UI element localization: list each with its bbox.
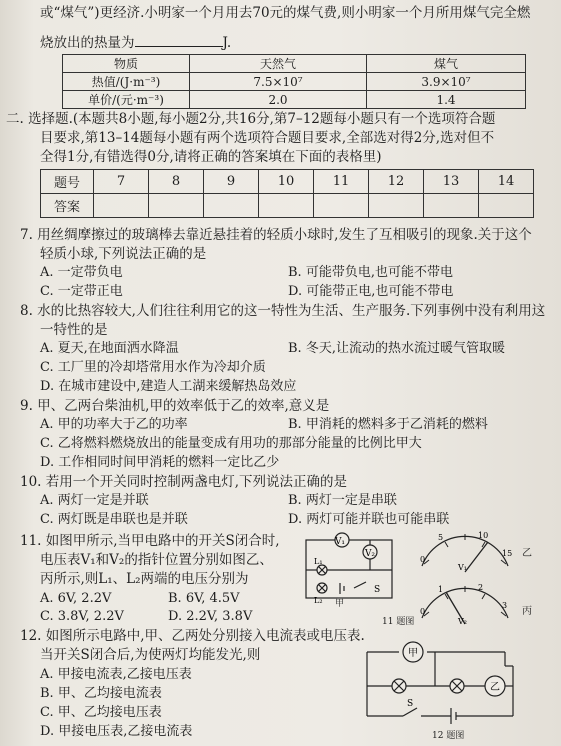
table-cell: 3.9×10⁷ [367, 73, 526, 91]
answer-blank[interactable] [135, 33, 223, 47]
q12-option-a[interactable]: A. 甲接电流表,乙接电压表 [40, 667, 192, 682]
question-number: 8 [149, 170, 204, 194]
scale-tick: 5 [438, 533, 444, 542]
table-cell: 热值/(J·m⁻³) [63, 73, 190, 91]
table-header: 物质 [63, 55, 190, 73]
section-2-heading: 二. 选择题.(本题共8小题,每小题2分,共16分,第7–12题每小题只有一个选项符合题 [6, 111, 496, 127]
q12-circuit-diagram [355, 636, 525, 726]
q9-option-a[interactable]: A. 甲的功率大于乙的功率 [40, 417, 188, 432]
intro-text: 烧放出的热量为 [40, 35, 135, 51]
q8-option-d[interactable]: D. 在城市建设中,建造人工湖来缓解热岛效应 [40, 379, 297, 394]
table-row [41, 170, 534, 194]
question-number: 12 [369, 170, 424, 194]
table-header: 煤气 [367, 55, 526, 73]
q7-stem: 7. 用丝绸摩擦过的玻璃棒去靠近悬挂着的轻质小球时,发生了互相吸引的现象.关于这个 [20, 227, 532, 243]
q8-stem-2: 一特性的是 [40, 322, 108, 338]
q10-option-a[interactable]: A. 两灯一定是并联 [40, 493, 149, 508]
q7-option-c[interactable]: C. 一定带正电 [40, 284, 123, 299]
q8-option-a[interactable]: A. 夏天,在地面洒水降温 [40, 341, 179, 356]
v2-label: V₂ [364, 549, 376, 559]
scale-tick: 0 [420, 607, 426, 616]
q8-stem: 8. 水的比热容较大,人们往往利用它的这一特性为生活、生产服务.下列事例中没有利用这 [20, 303, 546, 319]
fuel-table [62, 54, 526, 109]
answer-cell[interactable] [424, 194, 479, 218]
table-cell: 7.5×10⁷ [190, 73, 367, 91]
answer-cell[interactable] [94, 194, 149, 218]
q9-option-d[interactable]: D. 工作相同时间甲消耗的燃料一定比乙少 [40, 455, 280, 470]
table-cell: 单价/(元·m⁻³) [63, 91, 190, 109]
table-row [63, 73, 526, 91]
table-row [63, 55, 526, 73]
q12-stem-2: 当开关S闭合后,为使两灯均能发光,则 [40, 647, 261, 663]
table-row [63, 91, 526, 109]
table-cell: 1.4 [367, 91, 526, 109]
table-row [41, 194, 534, 218]
question-number: 7 [94, 170, 149, 194]
q7-stem-2: 轻质小球,下列说法正确的是 [40, 246, 207, 262]
table-header: 答案 [41, 194, 94, 218]
q11-option-d[interactable]: D. 2.2V, 3.8V [168, 609, 253, 624]
q10-option-c[interactable]: C. 两灯既是串联也是并联 [40, 512, 188, 527]
q7-option-b[interactable]: B. 可能带负电,也可能不带电 [288, 265, 453, 280]
table-cell: 2.0 [190, 91, 367, 109]
q12-figure-caption: 12 题图 [432, 731, 465, 741]
question-number: 9 [204, 170, 259, 194]
meter-jia-label: 甲 [408, 648, 418, 659]
answer-cell[interactable] [479, 194, 534, 218]
scale-tick: 2 [478, 583, 484, 592]
l2-label: L₂ [314, 596, 323, 605]
q11-stem: 11. 如图甲所示,当甲电路中的开关S闭合时, [20, 533, 280, 549]
answer-table [40, 169, 534, 218]
scale-tick: 3 [502, 601, 508, 610]
q12-option-c[interactable]: C. 甲、乙均接电压表 [40, 705, 162, 720]
q8-option-b[interactable]: B. 冬天,让流动的热水流过暖气管取暖 [288, 341, 505, 356]
answer-cell[interactable] [149, 194, 204, 218]
q11-option-a[interactable]: A. 6V, 2.2V [40, 591, 112, 606]
q12-option-b[interactable]: B. 甲、乙均接电流表 [40, 686, 162, 701]
answer-cell[interactable] [369, 194, 424, 218]
q9-option-b[interactable]: B. 甲消耗的燃料多于乙消耗的燃料 [288, 417, 488, 432]
q10-stem: 10. 若用一个开关同时控制两盏电灯,下列说法正确的是 [20, 474, 348, 490]
meter-yi-label: 乙 [490, 682, 500, 693]
q11-stem-2: 电压表V₁和V₂的指针位置分别如图乙、 [40, 552, 273, 568]
switch-label: S [407, 699, 414, 709]
section-2-line-3: 全得1分,有错选得0分,请将正确的答案填在下面的表格里) [40, 149, 382, 165]
scale-tick: 1 [438, 585, 444, 594]
answer-cell[interactable] [314, 194, 369, 218]
q9-option-c[interactable]: C. 乙将燃料燃烧放出的能量变成有用功的那部分能量的比例比甲大 [40, 436, 422, 451]
v2-label: V₂ [458, 617, 467, 626]
q12-stem: 12. 如图所示电路中,甲、乙两处分别接入电流表或电压表. [20, 628, 365, 644]
q11-stem-3: 丙所示,则L₁、L₂两端的电压分别为 [40, 571, 249, 587]
q8-option-c[interactable]: C. 工厂里的冷却塔常用水作为冷却介质 [40, 360, 266, 375]
q9-stem: 9. 甲、乙两台柴油机,甲的效率低于乙的效率,意义是 [20, 398, 330, 414]
question-number: 10 [259, 170, 314, 194]
question-number: 13 [424, 170, 479, 194]
section-2-line-2: 目要求,第13–14题每小题有两个选项符合题目要求,全部选对得2分,选对但不 [40, 130, 495, 146]
q11-meter-bing [410, 574, 520, 628]
answer-cell[interactable] [204, 194, 259, 218]
v1-label: V₁ [458, 563, 467, 572]
q12-option-d[interactable]: D. 甲接电压表,乙接电流表 [40, 724, 193, 739]
label-jia: 甲 [335, 599, 345, 609]
q7-option-d[interactable]: D. 可能带正电,也可能不带电 [288, 284, 454, 299]
q10-option-d[interactable]: D. 两灯可能并联也可能串联 [288, 512, 450, 527]
q11-figure-caption: 11 题图 [382, 617, 415, 627]
scale-tick: 10 [478, 531, 489, 540]
question-number: 14 [479, 170, 534, 194]
table-header: 天然气 [190, 55, 367, 73]
q11-option-b[interactable]: B. 6V, 4.5V [168, 591, 240, 606]
switch-label: S [374, 585, 381, 595]
l1-label: L₁ [314, 557, 323, 566]
intro-line-1: 或“煤气”)更经济.小明家一个月用去70元的煤气费,则小明家一个月所用煤气完全燃 [40, 5, 531, 21]
q11-meter-yi [410, 522, 520, 576]
answer-cell[interactable] [259, 194, 314, 218]
q7-option-a[interactable]: A. 一定带负电 [40, 265, 123, 280]
q11-option-c[interactable]: C. 3.8V, 2.2V [40, 609, 124, 624]
label-bing: 丙 [522, 606, 532, 617]
label-yi: 乙 [522, 548, 532, 559]
q11-circuit-diagram [292, 528, 402, 610]
q10-option-b[interactable]: B. 两灯一定是串联 [288, 493, 397, 508]
intro-line-2 [40, 33, 231, 52]
intro-unit: J. [222, 35, 232, 51]
table-header: 题号 [41, 170, 94, 194]
question-number: 11 [314, 170, 369, 194]
v1-label: V₁ [334, 537, 346, 547]
scale-tick: 0 [420, 555, 426, 564]
scale-tick: 15 [502, 549, 513, 558]
